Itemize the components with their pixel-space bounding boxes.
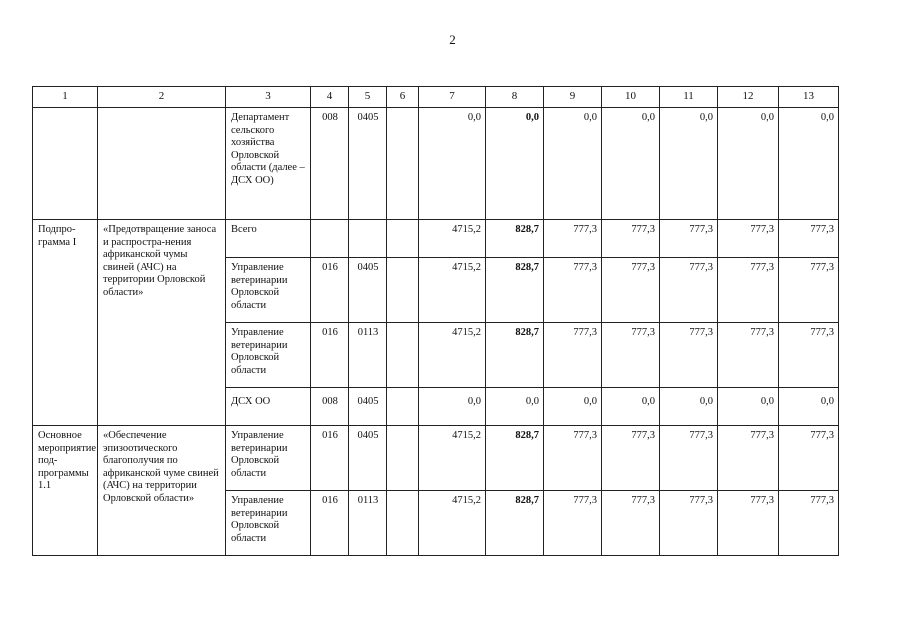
value-cell: 777,3 <box>660 220 718 258</box>
value-cell: 0,0 <box>486 108 544 220</box>
header-row <box>33 87 839 108</box>
grbs-cell: 008 <box>311 388 349 426</box>
value-cell: 4715,2 <box>419 258 486 323</box>
rz-cell: 0405 <box>349 108 387 220</box>
header-cell: 4 <box>311 87 349 108</box>
cs-cell <box>387 388 419 426</box>
executor-cell: ДСХ ОО <box>226 388 311 426</box>
grbs-cell: 016 <box>311 258 349 323</box>
value-cell: 777,3 <box>660 491 718 556</box>
header-cell: 12 <box>718 87 779 108</box>
value-cell: 828,7 <box>486 258 544 323</box>
value-cell: 777,3 <box>660 258 718 323</box>
grbs-cell: 016 <box>311 323 349 388</box>
page-number: 2 <box>449 32 456 47</box>
header-cell: 6 <box>387 87 419 108</box>
value-cell: 777,3 <box>544 426 602 491</box>
grbs-cell: 016 <box>311 491 349 556</box>
header-cell: 5 <box>349 87 387 108</box>
header-cell: 13 <box>779 87 839 108</box>
value-cell: 777,3 <box>779 426 839 491</box>
executor-cell: Управление ветеринарии Орловской области <box>226 323 311 388</box>
value-cell: 0,0 <box>602 108 660 220</box>
table-row <box>33 426 839 491</box>
grbs-cell <box>311 220 349 258</box>
executor-cell: Управление ветеринарии Орловской области <box>226 491 311 556</box>
value-cell: 777,3 <box>602 426 660 491</box>
header-cell: 10 <box>602 87 660 108</box>
cs-cell <box>387 108 419 220</box>
table-row <box>33 108 839 220</box>
rz-cell: 0113 <box>349 491 387 556</box>
value-cell: 0,0 <box>718 388 779 426</box>
cs-cell <box>387 491 419 556</box>
value-cell: 777,3 <box>544 220 602 258</box>
table-row <box>33 220 839 258</box>
value-cell: 777,3 <box>718 491 779 556</box>
header-cell: 9 <box>544 87 602 108</box>
cs-cell <box>387 426 419 491</box>
value-cell: 777,3 <box>660 323 718 388</box>
cs-cell <box>387 258 419 323</box>
executor-cell: Всего <box>226 220 311 258</box>
rz-cell: 0405 <box>349 388 387 426</box>
value-cell: 777,3 <box>718 426 779 491</box>
value-cell: 777,3 <box>544 491 602 556</box>
header-cell: 3 <box>226 87 311 108</box>
header-cell: 7 <box>419 87 486 108</box>
name-cell <box>98 108 226 220</box>
value-cell: 777,3 <box>602 220 660 258</box>
value-cell: 777,3 <box>660 426 718 491</box>
value-cell: 4715,2 <box>419 220 486 258</box>
value-cell: 777,3 <box>779 258 839 323</box>
value-cell: 0,0 <box>779 388 839 426</box>
executor-cell: Департамент сельского хозяйства Орловской области (далее – ДСХ ОО) <box>226 108 311 220</box>
value-cell: 0,0 <box>602 388 660 426</box>
rz-cell: 0405 <box>349 426 387 491</box>
header-cell: 1 <box>33 87 98 108</box>
value-cell: 4715,2 <box>419 323 486 388</box>
value-cell: 0,0 <box>660 108 718 220</box>
value-cell: 777,3 <box>602 491 660 556</box>
header-cell: 8 <box>486 87 544 108</box>
executor-cell: Управление ветеринарии Орловской области <box>226 258 311 323</box>
value-cell: 828,7 <box>486 323 544 388</box>
value-cell: 777,3 <box>779 220 839 258</box>
value-cell: 0,0 <box>544 388 602 426</box>
value-cell: 777,3 <box>718 323 779 388</box>
cs-cell <box>387 323 419 388</box>
grbs-cell: 016 <box>311 426 349 491</box>
value-cell: 0,0 <box>419 108 486 220</box>
name-cell: «Предотвращение заноса и распростра-нения африканской чумы свиней (АЧС) на территории Орловской области» <box>98 220 226 426</box>
header-cell: 11 <box>660 87 718 108</box>
value-cell: 777,3 <box>718 220 779 258</box>
value-cell: 777,3 <box>602 258 660 323</box>
status-cell <box>33 108 98 220</box>
value-cell: 777,3 <box>544 258 602 323</box>
value-cell: 0,0 <box>660 388 718 426</box>
value-cell: 828,7 <box>486 426 544 491</box>
value-cell: 0,0 <box>486 388 544 426</box>
executor-cell: Управление ветеринарии Орловской области <box>226 426 311 491</box>
value-cell: 4715,2 <box>419 426 486 491</box>
rz-cell <box>349 220 387 258</box>
budget-table <box>32 86 839 556</box>
status-cell: Основное мероприятие под-программы 1.1 <box>33 426 98 556</box>
name-cell: «Обеспечение эпизоотического благополучия по африканской чуме свиней (АЧС) на территории Орловской области» <box>98 426 226 556</box>
value-cell: 4715,2 <box>419 491 486 556</box>
cs-cell <box>387 220 419 258</box>
value-cell: 777,3 <box>779 323 839 388</box>
value-cell: 0,0 <box>718 108 779 220</box>
header-cell: 2 <box>98 87 226 108</box>
rz-cell: 0405 <box>349 258 387 323</box>
value-cell: 777,3 <box>544 323 602 388</box>
value-cell: 0,0 <box>779 108 839 220</box>
value-cell: 777,3 <box>718 258 779 323</box>
value-cell: 0,0 <box>419 388 486 426</box>
value-cell: 777,3 <box>602 323 660 388</box>
rz-cell: 0113 <box>349 323 387 388</box>
value-cell: 0,0 <box>544 108 602 220</box>
value-cell: 777,3 <box>779 491 839 556</box>
grbs-cell: 008 <box>311 108 349 220</box>
status-cell: Подпро-грамма I <box>33 220 98 426</box>
value-cell: 828,7 <box>486 220 544 258</box>
value-cell: 828,7 <box>486 491 544 556</box>
